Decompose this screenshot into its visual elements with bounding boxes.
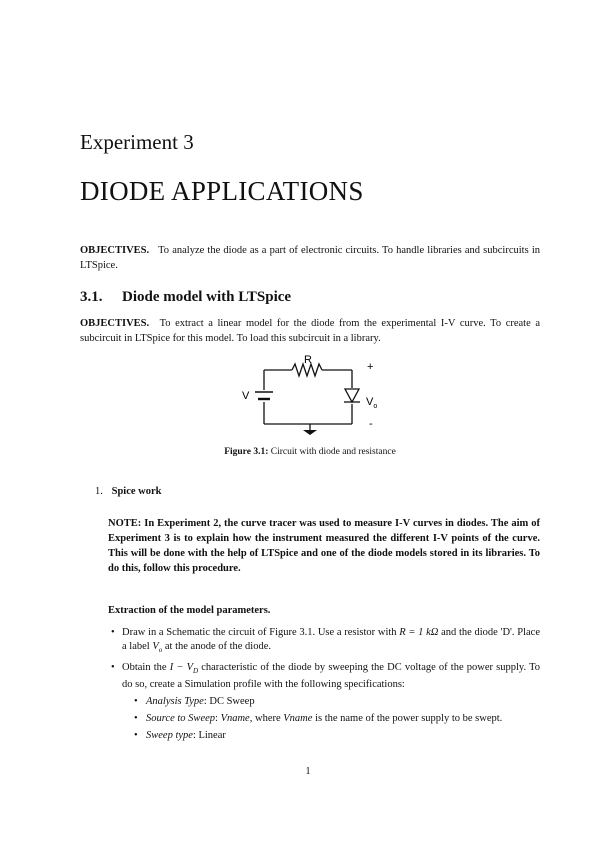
circuit-diagram (228, 352, 398, 442)
ground-symbol (303, 430, 317, 435)
page-number: 1 (305, 766, 311, 777)
caption-text: Circuit with diode and resistance (270, 447, 396, 457)
sub-list-item: • Analysis Type: DC Sweep (122, 695, 540, 709)
subheading: Extraction of the model parameters. (108, 605, 271, 616)
section-title: Diode model with LTSpice (122, 289, 292, 305)
sub-list-item: • Sweep type: Linear (122, 729, 540, 743)
note-paragraph: NOTE: In Experiment 2, the curve tracer was used to measure I-V curves in diodes. The aim of Experiment 3 is to explain how the instrument measured the different I-V points of the curve. This will be done with the help of LTSpice and one of the diode models stored in its libraries. To do this, follow this procedure. (108, 518, 540, 574)
sub-list (122, 695, 540, 743)
math: $V_o$ (152, 641, 163, 655)
list-item: • Obtain the $I - V_D$ characteristic of the diode by sweeping the DC voltage of the power supply. To do so, create a Simulation profile with the following specifications: • Analysis Type: DC Sweep • Source to Sweep: Vname, where Vname is the name of the power supply to be swept. • Sweep type: Linear (108, 661, 540, 743)
objectives-paragraph-1 (80, 243, 540, 273)
objectives-paragraph-2 (80, 316, 540, 346)
objectives-label: OBJECTIVES. (80, 318, 150, 329)
enum-number: 1. (95, 486, 103, 497)
math: R = 1 kΩ (399, 627, 439, 638)
enumerated-item (95, 486, 162, 497)
battery-symbol (255, 392, 273, 399)
source-label: V (242, 390, 250, 402)
minus-sign: - (369, 418, 373, 430)
plus-sign: + (367, 361, 374, 373)
objectives-text: To analyze the diode as a part of electronic circuits. To handle libraries and subcircuits in LTSpice. (80, 245, 540, 271)
chapter-label: Experiment 3 (80, 130, 194, 154)
output-label: $V_o$ (366, 396, 378, 410)
section-heading (80, 289, 291, 306)
list-item: • Draw in a Schematic the circuit of Figure 3.1. Use a resistor with R = 1 kΩ and the diode 'D'. Place a label $V_o$ at the anode of the diode. (108, 626, 540, 657)
sub-list-item: • Source to Sweep: Vname, where Vname is the name of the power supply to be swept. (122, 712, 540, 726)
enum-text: Spice work (111, 486, 162, 497)
caption-label: Figure 3.1: (224, 447, 269, 457)
diode-symbol (344, 389, 360, 402)
objectives-label: OBJECTIVES. (80, 245, 150, 256)
math: $I - V_D$ (169, 662, 199, 676)
objectives-text: To extract a linear model for the diode from the experimental I-V curve. To create a subcircuit in LTSpice for this model. To load this subcircuit in a library. (80, 318, 540, 344)
section-number: 3.1. (80, 289, 103, 305)
instruction-list (108, 626, 540, 747)
resistor-label: R (304, 354, 312, 366)
figure-caption (80, 447, 540, 457)
page-title: DIODE APPLICATIONS (80, 176, 364, 206)
